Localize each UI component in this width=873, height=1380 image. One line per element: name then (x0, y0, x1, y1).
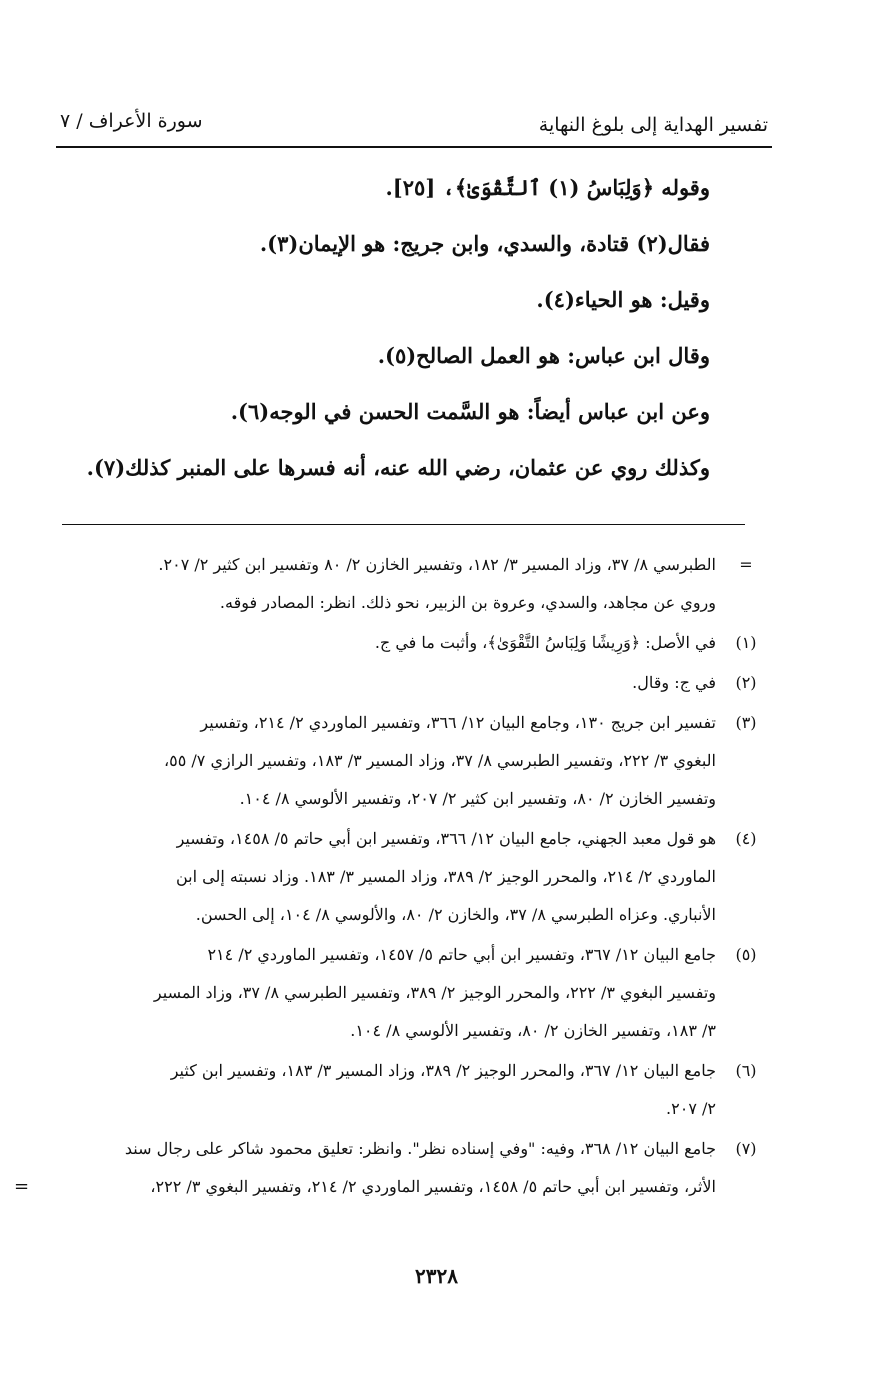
book-title: تفسير الهداية إلى بلوغ النهاية (538, 114, 768, 136)
footnote-number: (٧) (735, 1139, 757, 1158)
main-line: وكذلك روي عن عثمان، رضي الله عنه، أنه فسرها على المنبر كذلك(٧). (86, 455, 710, 480)
footnote-number: (٦) (735, 1061, 757, 1080)
footnote-2 (60, 664, 772, 702)
footnote-line: الطبرسي ٨/ ٣٧، وزاد المسير ٣/ ١٨٢، وتفسير الخازن ٢/ ٨٠ وتفسير ابن كثير ٢/ ٢٠٧. (158, 555, 716, 574)
footnote-line: تفسير ابن جريج ١٣٠، وجامع البيان ١٢/ ٣٦٦، وتفسير الماوردي ٢/ ٢١٤، وتفسير (200, 713, 716, 732)
footnote-line: البغوي ٣/ ٢٢٢، وتفسير الطبرسي ٨/ ٣٧، وزاد المسير ٣/ ١٨٣، وتفسير الرازي ٧/ ٥٥، (163, 751, 716, 770)
footnote-number: (٢) (735, 673, 757, 692)
footnote-line: هو قول معبد الجهني، جامع البيان ١٢/ ٣٦٦، وتفسير ابن أبي حاتم ٥/ ١٤٥٨، وتفسير (176, 829, 716, 848)
footnote-line: في ج: وقال. (632, 673, 716, 692)
footnote-line: وتفسير الخازن ٢/ ٨٠، وتفسير ابن كثير ٢/ ٢٠٧، وتفسير الألوسي ٨/ ١٠٤. (239, 789, 716, 808)
running-header (56, 104, 772, 144)
footnote-number: (٣) (735, 713, 757, 732)
main-line: وقيل: هو الحياء(٤). (536, 287, 710, 312)
header-rule (56, 146, 772, 148)
footnote-line: ٢/ ٢٠٧. (666, 1099, 716, 1118)
footnote-6 (60, 1052, 772, 1128)
footnote-line: وروي عن مجاهد، والسدي، وعروة بن الزبير، نحو ذلك. انظر: المصادر فوقه. (219, 593, 716, 612)
footnote-line: الماوردي ٢/ ٢١٤، والمحرر الوجيز ٢/ ٣٨٩، وزاد المسير ٣/ ١٨٣. وزاد نسبته إلى ابن (175, 867, 716, 886)
page-number: ٢٣٢٨ (415, 1264, 458, 1288)
footnote-number: (٤) (735, 829, 757, 848)
footnote-line: وتفسير البغوي ٣/ ٢٢٢، والمحرر الوجيز ٢/ ٣٨٩، وتفسير الطبرسي ٨/ ٣٧، وزاد المسير (153, 983, 716, 1002)
footnote-5 (60, 936, 772, 1050)
footnote-line: الأنباري. وعزاه الطبرسي ٨/ ٣٧، والخازن ٢/ ٨٠، والألوسي ٨/ ١٠٤، إلى الحسن. (195, 905, 716, 924)
footnotes (60, 546, 772, 1208)
footnote-line: ٣/ ١٨٣، وتفسير الخازن ٢/ ٨٠، وتفسير الألوسي ٨/ ١٠٤. (350, 1021, 716, 1040)
continuation-mark-bottom: = (14, 1176, 30, 1197)
footnote-3 (60, 704, 772, 818)
footnote-separator (62, 524, 745, 525)
footnote-line: جامع البيان ١٢/ ٣٦٧، وتفسير ابن أبي حاتم ٥/ ١٤٥٧، وتفسير الماوردي ٢/ ٢١٤ (207, 945, 716, 964)
footnote-line: جامع البيان ١٢/ ٣٦٨، وفيه: "وفي إسناده نظر". وانظر: تعليق محمود شاكر على رجال سند (124, 1139, 716, 1158)
footnote-line: جامع البيان ١٢/ ٣٦٧، والمحرر الوجيز ٢/ ٣٨٩، وزاد المسير ٣/ ١٨٣، وتفسير ابن كثير (170, 1061, 716, 1080)
footnote-number: (١) (735, 633, 757, 652)
main-text (86, 160, 710, 496)
footnote-continued (60, 546, 772, 622)
footnote-line: في الأصل: ﴿وَرِيشًا وَلِبَاسُ التَّقْوَىٰ﴾، وأثبت ما في ج. (374, 633, 716, 652)
continuation-mark: = (739, 555, 753, 574)
footnote-7 (60, 1130, 772, 1206)
surah-label: سورة الأعراف / ٧ (60, 110, 203, 132)
footnote-line: الأثر، وتفسير ابن أبي حاتم ٥/ ١٤٥٨، وتفسير الماوردي ٢/ ٢١٤، وتفسير البغوي ٣/ ٢٢٢، (150, 1177, 716, 1196)
main-line: وقال ابن عباس: هو العمل الصالح(٥). (377, 343, 710, 368)
main-line: وعن ابن عباس أيضاً: هو السَّمت الحسن في الوجه(٦). (230, 399, 710, 424)
footnote-1 (60, 624, 772, 662)
footnote-number: (٥) (735, 945, 757, 964)
footnote-4 (60, 820, 772, 934)
main-line: فقال(٢) قتادة، والسدي، وابن جريج: هو الإيمان(٣). (259, 231, 710, 256)
main-line: وقوله ﴿وَلِبَاسُ (١) ٱلتَّقْوَىٰ﴾، [٢٥]. (385, 175, 710, 200)
